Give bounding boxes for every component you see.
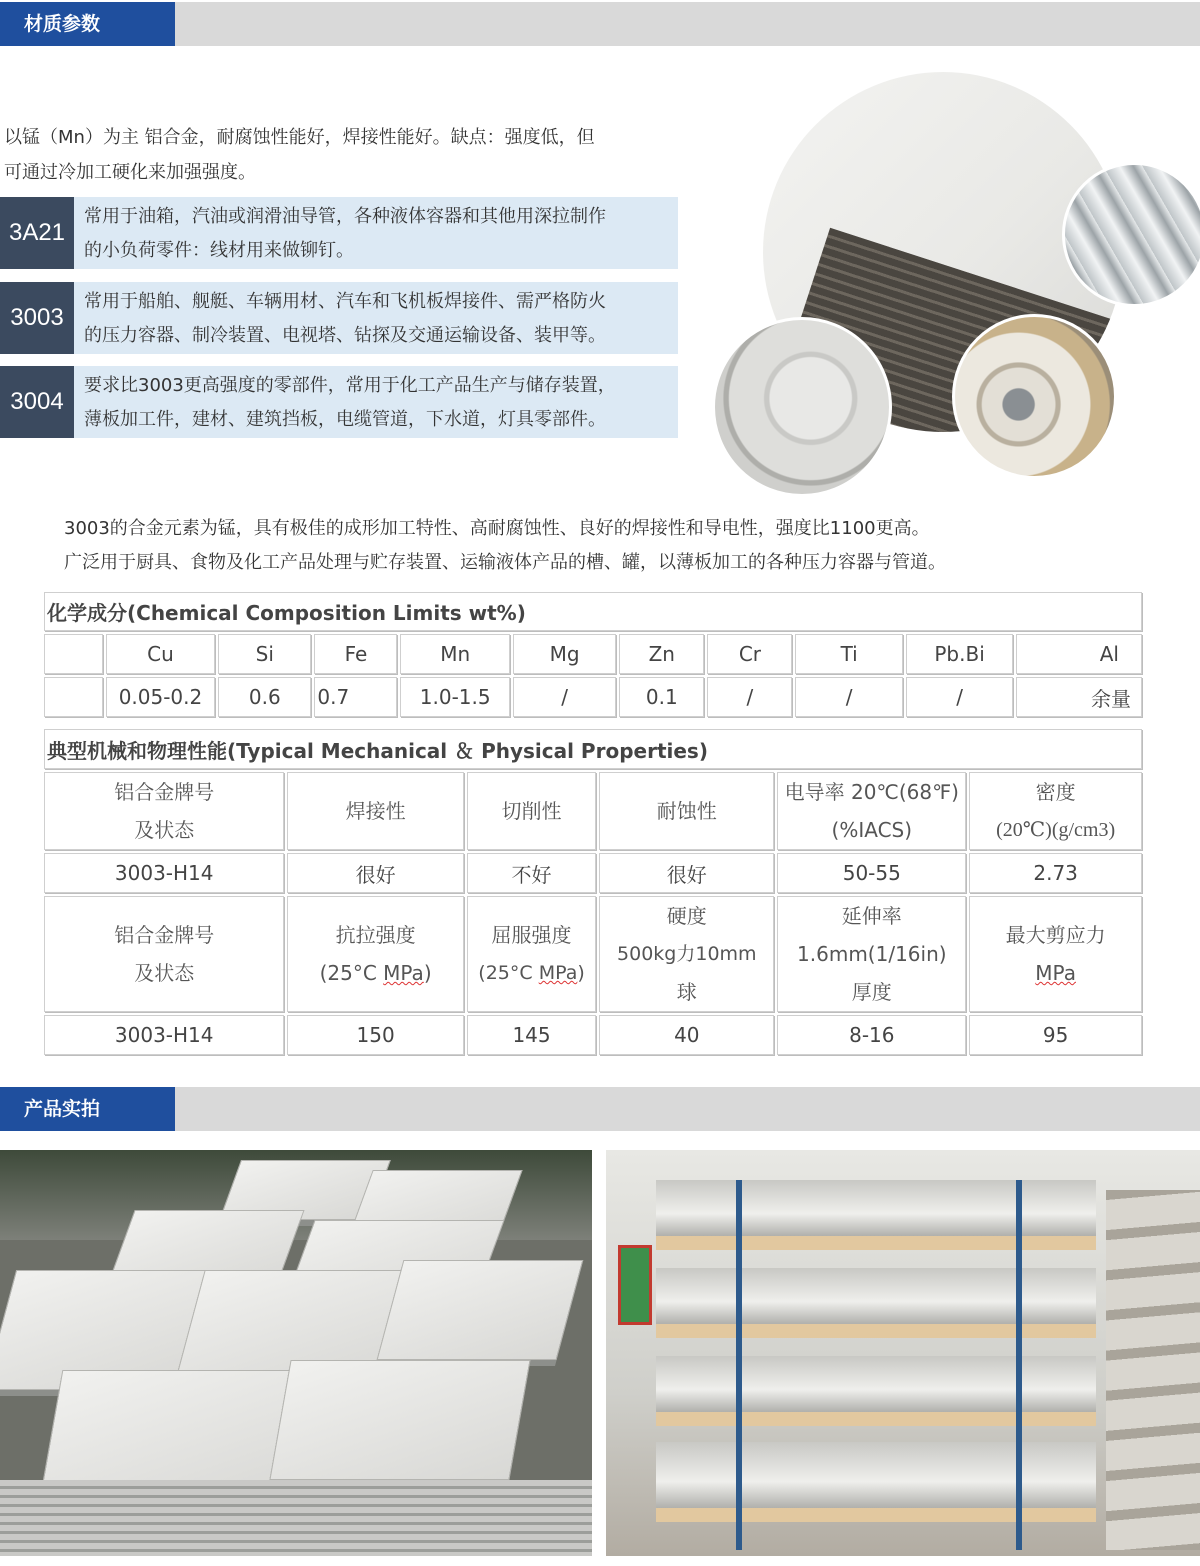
header-text: 抗拉强度 xyxy=(335,923,416,947)
header-text: 500kg力10mm xyxy=(617,943,757,965)
header-text xyxy=(972,954,1139,992)
mechanical-properties-table xyxy=(41,726,1145,1058)
table-row xyxy=(44,1015,1142,1055)
aluminum-rods-image xyxy=(1062,162,1200,307)
header-text: 硬度 xyxy=(666,904,707,928)
table-cell xyxy=(44,634,103,674)
header-text: 及状态 xyxy=(134,961,195,985)
element-header-si: Si xyxy=(218,634,311,674)
alloy-desc-line: 要求比3003更高强度的零部件，常用于化工产品生产与储存装置， xyxy=(84,375,616,396)
header-text: 1.6mm(1/16in) xyxy=(797,942,947,966)
alloy-desc-line: 薄板加工件，建材、建筑挡板，电缆管道，下水道，灯具零部件。 xyxy=(84,409,606,430)
paragraph-line: 广泛用于厨具、食物及化工产品处理与贮存装置、运输液体产品的槽、罐，以薄板加工的各种压力容器与管道。 xyxy=(64,552,946,573)
header-text: 电导率 20℃(68℉) xyxy=(784,780,959,804)
alloy-row-3004 xyxy=(0,366,678,438)
alloy-code: 3003 xyxy=(0,282,74,354)
table-cell: 不好 xyxy=(467,853,596,893)
header-text-part: (25°C xyxy=(319,961,384,985)
table-cell: 1.0-1.5 xyxy=(400,677,509,717)
table-row xyxy=(44,853,1142,893)
header-cell-tensile-strength xyxy=(287,896,463,1012)
stacked-aluminum-plates-photo xyxy=(0,1150,592,1556)
table-cell: 很好 xyxy=(599,853,774,893)
table-cell: / xyxy=(795,677,902,717)
section-header-material-params xyxy=(0,2,1200,46)
header-text-part: ) xyxy=(423,961,432,985)
header-cell-density xyxy=(969,772,1142,850)
table-cell: 150 xyxy=(287,1015,463,1055)
table-cell: 0.1 xyxy=(619,677,704,717)
table-cell: / xyxy=(707,677,792,717)
element-header-cr: Cr xyxy=(707,634,792,674)
header-text: 屈服强度 xyxy=(491,923,572,947)
table-cell: 很好 xyxy=(287,853,463,893)
intro-line: 以锰（Mn）为主 铝合金，耐腐蚀性能好，焊接性能好。缺点：强度低，但 xyxy=(4,127,595,148)
table-cell xyxy=(44,677,103,717)
header-cell-elongation xyxy=(777,896,966,1012)
header-text xyxy=(470,954,593,992)
header-text: 铝合金牌号 xyxy=(114,780,215,804)
header-cell-alloy-grade xyxy=(44,772,284,850)
alloy-row-3a21 xyxy=(0,197,678,269)
table-row xyxy=(44,634,1142,674)
header-text: 厚度 xyxy=(851,980,892,1004)
table-cell: 0.6 xyxy=(218,677,311,717)
table-row xyxy=(44,677,1142,717)
aluminum-discs-image xyxy=(712,317,892,497)
chemical-composition-table xyxy=(41,589,1145,720)
header-cell-weldability: 焊接性 xyxy=(287,772,463,850)
table-cell: 8-16 xyxy=(777,1015,966,1055)
header-text-part: MPa xyxy=(538,962,578,984)
alloy-description xyxy=(84,285,674,353)
alloy-desc-line: 的压力容器、制冷装置、电视塔、钻探及交通运输设备、装甲等。 xyxy=(84,325,606,346)
table-cell: 95 xyxy=(969,1015,1142,1055)
header-text xyxy=(290,954,460,992)
alloy-desc-line: 的小负荷零件：线材用来做铆钉。 xyxy=(84,240,354,261)
alloy-code: 3004 xyxy=(0,366,74,438)
alloy-3003-description xyxy=(64,512,1174,580)
element-header-fe: Fe xyxy=(314,634,397,674)
element-header-mn: Mn xyxy=(400,634,509,674)
element-header-mg: Mg xyxy=(513,634,616,674)
header-text-part: MPa xyxy=(383,961,424,985)
table-cell: 3003-H14 xyxy=(44,1015,284,1055)
element-header-pbbi: Pb.Bi xyxy=(906,634,1013,674)
table-cell: 0.05-0.2 xyxy=(106,677,215,717)
table-cell: 50-55 xyxy=(777,853,966,893)
element-header-zn: Zn xyxy=(619,634,704,674)
alloy-desc-line: 常用于油箱，汽油或润滑油导管，各种液体容器和其他用深拉制作 xyxy=(84,206,606,227)
table-header-row xyxy=(44,896,1142,1012)
alloy-code: 3A21 xyxy=(0,197,74,269)
table-cell: 145 xyxy=(467,1015,596,1055)
table-cell: 40 xyxy=(599,1015,774,1055)
table-cell: 余量 xyxy=(1016,677,1142,717)
header-cell-machinability: 切削性 xyxy=(467,772,596,850)
alloy-description xyxy=(84,369,674,437)
section-header-product-photos xyxy=(0,1087,1200,1131)
table-header-row xyxy=(44,772,1142,850)
packed-aluminum-sheets-photo xyxy=(606,1150,1200,1556)
header-text: 延伸率 xyxy=(841,904,902,928)
header-text: 及状态 xyxy=(134,818,195,842)
aluminum-coils-image xyxy=(952,314,1117,479)
table-cell: / xyxy=(906,677,1013,717)
element-header-cu: Cu xyxy=(106,634,215,674)
paragraph-line: 3003的合金元素为锰，具有极佳的成形加工特性、高耐腐蚀性、良好的焊接性和导电性，强度比1100更高。 xyxy=(64,518,930,539)
intro-text xyxy=(4,120,674,190)
element-header-ti: Ti xyxy=(795,634,902,674)
header-cell-max-shear-stress xyxy=(969,896,1142,1012)
intro-line: 可通过冷加工硬化来加强强度。 xyxy=(4,162,256,183)
chem-table-title: 化学成分(Chemical Composition Limits wt%) xyxy=(44,592,1142,631)
header-text: 铝合金牌号 xyxy=(114,923,215,947)
header-text: 最大剪应力 xyxy=(1005,923,1106,947)
table-cell: / xyxy=(513,677,616,717)
table-cell: 0.7 xyxy=(314,677,397,717)
mech-table-title: 典型机械和物理性能(Typical Mechanical ＆ Physical Properties) xyxy=(44,729,1142,769)
alloy-description xyxy=(84,200,674,268)
header-text: 密度 xyxy=(1035,780,1076,804)
header-cell-alloy-grade xyxy=(44,896,284,1012)
table-cell: 2.73 xyxy=(969,853,1142,893)
header-cell-conductivity xyxy=(777,772,966,850)
alloy-row-3003 xyxy=(0,282,678,354)
header-text-part: MPa xyxy=(1035,961,1076,985)
section-title: 材质参数 xyxy=(0,2,175,46)
header-cell-corrosion-resistance: 耐蚀性 xyxy=(599,772,774,850)
element-header-al: Al xyxy=(1016,634,1142,674)
header-cell-hardness xyxy=(599,896,774,1012)
header-text-part: ) xyxy=(577,962,585,984)
alloy-desc-line: 常用于船舶、舰艇、车辆用材、汽车和飞机板焊接件、需严格防火 xyxy=(84,291,606,312)
header-text: (%IACS) xyxy=(831,818,913,842)
header-cell-yield-strength xyxy=(467,896,596,1012)
header-text: (20℃)(g/cm3) xyxy=(996,819,1116,841)
section-title: 产品实拍 xyxy=(0,1087,175,1131)
header-text: 球 xyxy=(676,980,697,1004)
product-collage-image xyxy=(712,52,1200,502)
table-cell: 3003-H14 xyxy=(44,853,284,893)
header-text-part: (25°C xyxy=(478,962,539,984)
